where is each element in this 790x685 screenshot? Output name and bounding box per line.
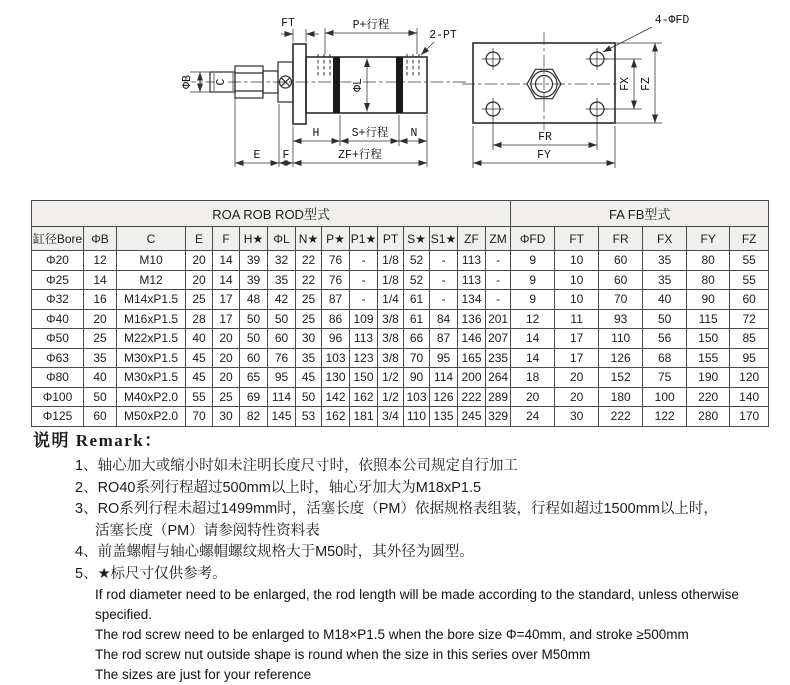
- table-cell: -: [350, 270, 378, 290]
- table-cell: 150: [687, 329, 730, 349]
- table-cell: 180: [599, 387, 643, 407]
- table-cell: 70: [186, 407, 213, 427]
- table-cell: 76: [322, 251, 350, 271]
- table-body: [32, 251, 769, 427]
- row-header: Φ50: [32, 329, 84, 349]
- table-cell: 16: [84, 290, 117, 310]
- row-header: Φ20: [32, 251, 84, 271]
- column-header: P★: [322, 227, 350, 251]
- table-cell: 35: [296, 348, 322, 368]
- table-cell: -: [350, 251, 378, 271]
- table-cell: 3/4: [378, 407, 404, 427]
- table-cell: 69: [240, 387, 268, 407]
- table-cell: 55: [730, 251, 769, 271]
- table-cell: 45: [186, 348, 213, 368]
- remark-line: The rod screw nut outside shape is round when the size in this series over M50mm: [95, 647, 591, 662]
- table-cell: 70: [599, 290, 643, 310]
- table-cell: 114: [430, 368, 458, 388]
- row-header: Φ80: [32, 368, 84, 388]
- table-cell: 3/8: [378, 348, 404, 368]
- table-cell: -: [430, 290, 458, 310]
- table-cell: 134: [458, 290, 486, 310]
- table-cell: 24: [511, 407, 555, 427]
- table-cell: 35: [84, 348, 117, 368]
- side-view-drawing: [181, 17, 468, 167]
- table-cell: 20: [186, 270, 213, 290]
- table-cell: 17: [213, 290, 240, 310]
- table-cell: 60: [599, 251, 643, 271]
- table-cell: 130: [322, 368, 350, 388]
- table-cell: 87: [322, 290, 350, 310]
- table-cell: 93: [599, 309, 643, 329]
- table-cell: 52: [404, 251, 430, 271]
- table-cell: M30xP1.5: [117, 368, 186, 388]
- table-cell: 9: [511, 290, 555, 310]
- table-cell: 30: [213, 407, 240, 427]
- table-cell: 85: [730, 329, 769, 349]
- table-cell: 146: [458, 329, 486, 349]
- table-cell: 40: [186, 329, 213, 349]
- dim-label-c: C: [215, 78, 228, 86]
- table-cell: 18: [511, 368, 555, 388]
- table-cell: 17: [213, 309, 240, 329]
- table-cell: M12: [117, 270, 186, 290]
- dim-label-phi-b: ΦB: [181, 75, 194, 89]
- table-cell: 17: [555, 329, 599, 349]
- row-header: Φ32: [32, 290, 84, 310]
- table-cell: 96: [322, 329, 350, 349]
- table-cell: 1/2: [378, 368, 404, 388]
- table-cell: 25: [84, 329, 117, 349]
- table-cell: 10: [555, 251, 599, 271]
- table-cell: 30: [555, 407, 599, 427]
- column-header: E: [186, 227, 213, 251]
- table-cell: 110: [404, 407, 430, 427]
- table-cell: 126: [430, 387, 458, 407]
- table-cell: 264: [486, 368, 511, 388]
- group-header-0: ROA ROB ROD型式: [32, 201, 511, 227]
- table-cell: 122: [643, 407, 687, 427]
- table-cell: 68: [643, 348, 687, 368]
- dim-label-ft: FT: [281, 17, 295, 30]
- table-cell: 48: [240, 290, 268, 310]
- table-cell: 20: [213, 368, 240, 388]
- table-cell: 222: [458, 387, 486, 407]
- table-cell: 60: [730, 290, 769, 310]
- table-cell: 76: [268, 348, 296, 368]
- table-cell: 70: [404, 348, 430, 368]
- table-row: [32, 329, 769, 349]
- column-header: S★: [404, 227, 430, 251]
- table-cell: 289: [486, 387, 511, 407]
- row-header: Φ40: [32, 309, 84, 329]
- table-cell: 52: [404, 270, 430, 290]
- table-cell: 114: [268, 387, 296, 407]
- column-header: F: [213, 227, 240, 251]
- table-row: [32, 251, 769, 271]
- table-cell: 60: [268, 329, 296, 349]
- table-cell: 9: [511, 251, 555, 271]
- column-header: 缸径Bore: [32, 227, 84, 251]
- table-cell: 155: [687, 348, 730, 368]
- table-cell: 201: [486, 309, 511, 329]
- table-cell: -: [350, 290, 378, 310]
- table-cell: 103: [322, 348, 350, 368]
- table-cell: 135: [430, 407, 458, 427]
- table-cell: 35: [268, 270, 296, 290]
- remark-line: 3、RO系列行程未超过1499mm时，活塞长度（PM）依据规格表组装，行程如超过1500mm以上时，: [75, 501, 718, 517]
- table-cell: 56: [643, 329, 687, 349]
- table-cell: 60: [84, 407, 117, 427]
- table-cell: 90: [687, 290, 730, 310]
- table-cell: 20: [213, 348, 240, 368]
- table-cell: 80: [687, 270, 730, 290]
- table-cell: 103: [404, 387, 430, 407]
- column-header: N★: [296, 227, 322, 251]
- table-cell: 245: [458, 407, 486, 427]
- table-cell: 14: [511, 329, 555, 349]
- table-cell: 162: [350, 387, 378, 407]
- dim-label-f: F: [282, 149, 290, 162]
- remark-line: 2、RO40系列行程超过500mm以上时，轴心牙加大为M18xP1.5: [75, 479, 482, 496]
- remark-heading: 说明 Remark：: [33, 431, 163, 450]
- dim-label-phi-l: ΦL: [352, 78, 365, 92]
- table-cell: 12: [511, 309, 555, 329]
- table-cell: 152: [599, 368, 643, 388]
- table-cell: 39: [240, 270, 268, 290]
- remark-lines: [33, 456, 773, 685]
- column-header: ΦL: [268, 227, 296, 251]
- dim-label-n: N: [410, 127, 418, 140]
- table-cell: 25: [213, 387, 240, 407]
- column-header: FY: [687, 227, 730, 251]
- table-cell: 60: [240, 348, 268, 368]
- table-cell: 90: [404, 368, 430, 388]
- table-cell: 120: [730, 368, 769, 388]
- table-cell: 100: [643, 387, 687, 407]
- table-cell: 45: [186, 368, 213, 388]
- table-cell: 1/8: [378, 251, 404, 271]
- table-cell: 20: [555, 368, 599, 388]
- table-cell: 25: [296, 309, 322, 329]
- table-row: [32, 387, 769, 407]
- table-cell: -: [430, 251, 458, 271]
- table-head: [32, 201, 769, 251]
- dim-label-fy: FY: [537, 149, 551, 162]
- table-cell: 55: [186, 387, 213, 407]
- remark-line: 5、★标尺寸仅供参考。: [75, 565, 227, 582]
- column-header: C: [117, 227, 186, 251]
- table-cell: 329: [486, 407, 511, 427]
- table-cell: 110: [599, 329, 643, 349]
- table-cell: 40: [643, 290, 687, 310]
- table-cell: 20: [213, 329, 240, 349]
- table-cell: 50: [643, 309, 687, 329]
- table-cell: M30xP1.5: [117, 348, 186, 368]
- remark-line: The sizes are just for your reference: [95, 667, 312, 682]
- table-cell: 50: [240, 309, 268, 329]
- group-header-1: FA FB型式: [511, 201, 769, 227]
- remark-line: If rod diameter need to be enlarged, the rod length will be made according to the standard, unless otherwise specified.: [95, 587, 739, 622]
- table-row: [32, 368, 769, 388]
- table-row: [32, 290, 769, 310]
- dim-label-e: E: [253, 149, 261, 162]
- table-cell: 84: [430, 309, 458, 329]
- table-cell: 50: [296, 387, 322, 407]
- table-cell: 55: [730, 270, 769, 290]
- table-cell: 95: [430, 348, 458, 368]
- table-cell: 165: [458, 348, 486, 368]
- table-row: [32, 407, 769, 427]
- table-cell: 65: [240, 368, 268, 388]
- table-cell: -: [486, 270, 511, 290]
- column-header: FX: [643, 227, 687, 251]
- table-cell: 235: [486, 348, 511, 368]
- table-cell: 126: [599, 348, 643, 368]
- remark-line: 4、前盖螺帽与轴心螺帽螺纹规格大于M50时，其外径为圆型。: [75, 544, 474, 560]
- column-header: FT: [555, 227, 599, 251]
- table-cell: 1/4: [378, 290, 404, 310]
- row-header: Φ100: [32, 387, 84, 407]
- table-cell: 20: [555, 387, 599, 407]
- table-cell: 45: [296, 368, 322, 388]
- table-row: [32, 348, 769, 368]
- table-cell: 95: [268, 368, 296, 388]
- row-header: Φ25: [32, 270, 84, 290]
- remark-line: 活塞长度（PM）请参阅特性资料表: [95, 522, 320, 539]
- table-cell: M50xP2.0: [117, 407, 186, 427]
- column-header: PT: [378, 227, 404, 251]
- table-cell: 11: [555, 309, 599, 329]
- table-cell: 9: [511, 270, 555, 290]
- column-header: P1★: [350, 227, 378, 251]
- table-cell: 17: [555, 348, 599, 368]
- dim-label-zf-stroke: ZF+行程: [338, 149, 382, 162]
- table-cell: 72: [730, 309, 769, 329]
- table-row: [32, 309, 769, 329]
- table-cell: 20: [186, 251, 213, 271]
- table-cell: 20: [511, 387, 555, 407]
- table-cell: 87: [430, 329, 458, 349]
- table-cell: 1/8: [378, 270, 404, 290]
- table-cell: 3/8: [378, 309, 404, 329]
- table-cell: 50: [268, 309, 296, 329]
- table-cell: 140: [730, 387, 769, 407]
- table-cell: 50: [240, 329, 268, 349]
- dim-label-fr: FR: [538, 131, 552, 144]
- remark-line: 1、轴心加大或缩小时如未注明长度尺寸时，依照本公司规定自行加工: [75, 458, 519, 474]
- table-cell: 32: [268, 251, 296, 271]
- dim-label-p-stroke: P+行程: [352, 19, 390, 32]
- table-cell: 170: [730, 407, 769, 427]
- table-cell: 80: [687, 251, 730, 271]
- table-cell: 150: [350, 368, 378, 388]
- dim-label-s-stroke: S+行程: [351, 127, 389, 140]
- table-cell: 60: [599, 270, 643, 290]
- table-cell: 113: [458, 270, 486, 290]
- column-header: S1★: [430, 227, 458, 251]
- table-cell: 22: [296, 270, 322, 290]
- column-header: H★: [240, 227, 268, 251]
- table-cell: 145: [268, 407, 296, 427]
- table-cell: -: [430, 270, 458, 290]
- table-cell: 61: [404, 309, 430, 329]
- table-cell: 113: [458, 251, 486, 271]
- dim-label-2-pt: 2-PT: [429, 29, 457, 42]
- table-cell: M14xP1.5: [117, 290, 186, 310]
- column-header: ZM: [486, 227, 511, 251]
- table-cell: 40: [84, 368, 117, 388]
- table-cell: 1/2: [378, 387, 404, 407]
- table-cell: 14: [213, 270, 240, 290]
- table-cell: 3/8: [378, 329, 404, 349]
- table-cell: 220: [687, 387, 730, 407]
- dim-label-fx: FX: [619, 77, 632, 91]
- table-cell: 162: [322, 407, 350, 427]
- technical-drawing: [0, 0, 790, 198]
- table-cell: 30: [296, 329, 322, 349]
- table-cell: 76: [322, 270, 350, 290]
- table-row: [32, 270, 769, 290]
- table-cell: 190: [687, 368, 730, 388]
- remark-line: The rod screw need to be enlarged to M18×P1.5 when the bore size Φ=40mm, and stroke ≥500mm: [95, 627, 689, 642]
- table-cell: 35: [643, 251, 687, 271]
- table-cell: 14: [511, 348, 555, 368]
- table-cell: 136: [458, 309, 486, 329]
- column-header: ΦB: [84, 227, 117, 251]
- table-cell: 200: [458, 368, 486, 388]
- table-cell: 42: [268, 290, 296, 310]
- dim-label-4-phi-fd: 4-ΦFD: [654, 14, 690, 27]
- table-cell: 113: [350, 329, 378, 349]
- table-cell: M10: [117, 251, 186, 271]
- table-cell: 86: [322, 309, 350, 329]
- dimension-table: [31, 200, 769, 427]
- table-cell: -: [486, 290, 511, 310]
- table-cell: 280: [687, 407, 730, 427]
- table-cell: 20: [84, 309, 117, 329]
- table-cell: 10: [555, 270, 599, 290]
- table-cell: 181: [350, 407, 378, 427]
- table-cell: M22xP1.5: [117, 329, 186, 349]
- table-cell: 28: [186, 309, 213, 329]
- table-cell: 12: [84, 251, 117, 271]
- row-header: Φ125: [32, 407, 84, 427]
- table-cell: 50: [84, 387, 117, 407]
- table-cell: 14: [213, 251, 240, 271]
- table-cell: 115: [687, 309, 730, 329]
- table-cell: 123: [350, 348, 378, 368]
- table-cell: 25: [296, 290, 322, 310]
- column-header: FR: [599, 227, 643, 251]
- table-cell: 109: [350, 309, 378, 329]
- dim-label-fz: FZ: [640, 77, 653, 91]
- table-cell: 95: [730, 348, 769, 368]
- table-cell: 61: [404, 290, 430, 310]
- table-cell: 14: [84, 270, 117, 290]
- table-cell: 207: [486, 329, 511, 349]
- column-header: ΦFD: [511, 227, 555, 251]
- column-header: FZ: [730, 227, 769, 251]
- table-cell: 35: [643, 270, 687, 290]
- table-cell: 10: [555, 290, 599, 310]
- dim-label-h: H: [312, 127, 320, 140]
- remark-section: [33, 426, 773, 685]
- table-cell: 222: [599, 407, 643, 427]
- table-cell: 25: [186, 290, 213, 310]
- table-cell: 39: [240, 251, 268, 271]
- row-header: Φ63: [32, 348, 84, 368]
- column-header: ZF: [458, 227, 486, 251]
- table-cell: 53: [296, 407, 322, 427]
- table-cell: 66: [404, 329, 430, 349]
- table-cell: 82: [240, 407, 268, 427]
- table-cell: M40xP2.0: [117, 387, 186, 407]
- table-cell: -: [486, 251, 511, 271]
- front-view-drawing: [462, 14, 689, 168]
- table-cell: 75: [643, 368, 687, 388]
- table-cell: M16xP1.5: [117, 309, 186, 329]
- table-cell: 22: [296, 251, 322, 271]
- table-cell: 142: [322, 387, 350, 407]
